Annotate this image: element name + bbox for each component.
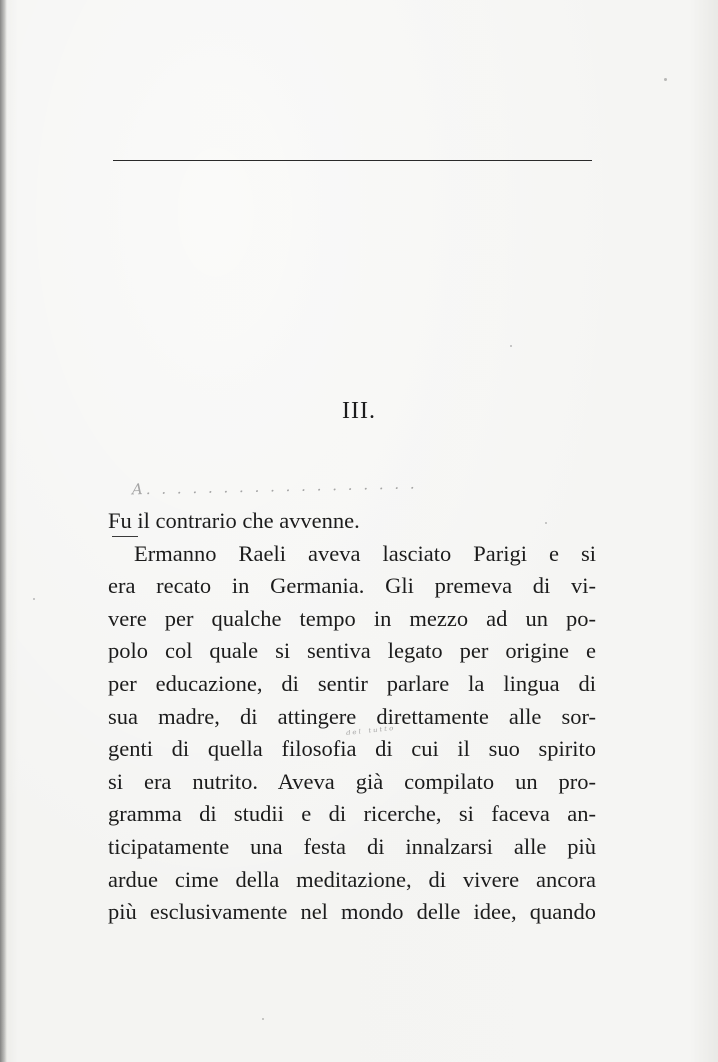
paper-speck — [664, 78, 667, 81]
text-line: per educazione, di sentir parlare la lingua di — [108, 670, 596, 696]
paper-speck — [510, 345, 512, 347]
text-line: Ermanno Raeli aveva lasciato Parigi e si — [134, 540, 596, 566]
body-paragraph — [108, 505, 596, 929]
text-line: ardue cime della meditazione, di vivere ancora — [108, 866, 596, 892]
text-line: genti di quella filosofia di cui il suo spirito — [108, 736, 596, 762]
page-binding-edge — [0, 0, 7, 1062]
chapter-heading: III. — [342, 398, 376, 424]
header-rule — [113, 160, 592, 161]
handwritten-interlinear-note: ᵈᵉˡ ᵗᵘᵗᵗᵒ — [345, 723, 397, 742]
text-line: vere per qualche tempo in mezzo ad un po- — [108, 605, 596, 631]
text-line: era recato in Germania. Gli premeva di vi- — [108, 573, 596, 599]
text-line: Fu il contrario che avvenne. — [108, 508, 360, 533]
paper-speck — [33, 598, 35, 600]
text-line: sua madre, di attingere direttamente alle sor- — [108, 703, 596, 729]
text-line: gramma di studii e di ricerche, si faceva an- — [108, 801, 596, 827]
handwritten-margin-note: A. . . . . . . . . . . . . . . . . . — [131, 474, 418, 499]
text-line: si era nutrito. Aveva già compilato un pro- — [108, 768, 596, 794]
paper-speck — [262, 1018, 264, 1020]
text-line: polo col quale si sentiva legato per origine e — [108, 638, 596, 664]
paper-speck — [545, 522, 547, 524]
text-line: più esclusivamente nel mondo delle idee, quando — [108, 899, 596, 925]
text-line: ticipatamente una festa di innalzarsi alle più — [108, 833, 596, 859]
